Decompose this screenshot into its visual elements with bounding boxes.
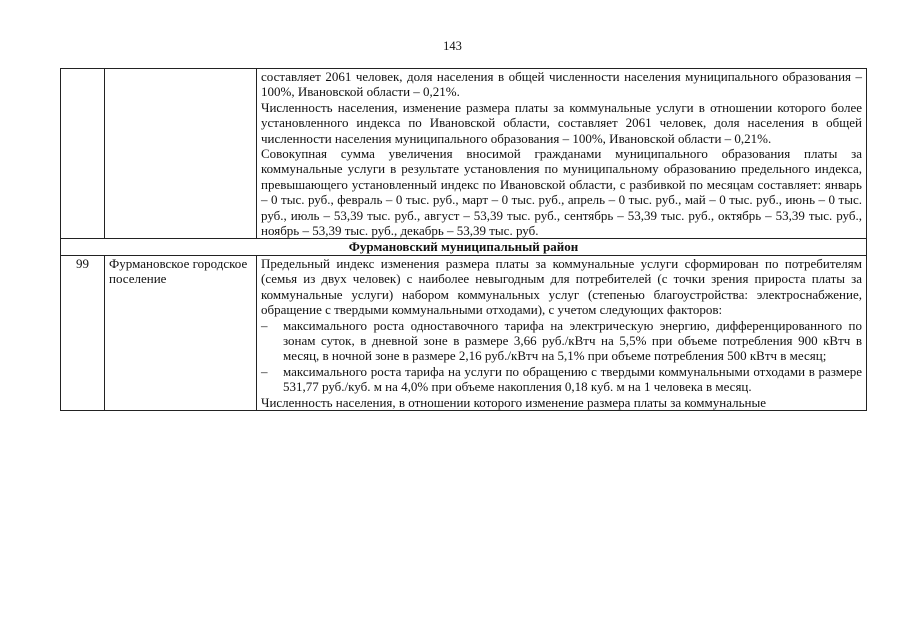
page-number: 143 (443, 39, 462, 53)
municipal-index-table (60, 68, 867, 411)
paragraph-index-intro: Предельный индекс изменения размера платы за коммунальные услуги сформирован по потребителям (семья из двух человек) с наиболее невыгодным для потребителей (с точки зрения прироста платы за коммунальные услуги) набором коммунальных услуг (степенью благоустройства: электроснабжение, обращение с твердыми коммунальными отходами), с учетом следующих факторов: (261, 255, 862, 318)
list-item-electricity-tariff (261, 318, 862, 364)
table-row-continuation (61, 69, 867, 239)
section-header-row (61, 239, 867, 255)
description-cell (257, 255, 867, 410)
list-dash: – (261, 363, 268, 379)
description-cell (257, 69, 867, 239)
list-item-waste-tariff (261, 364, 862, 395)
paragraph-population-above-index: Численность населения, изменение размера платы за коммунальные услуги в отношении которого более установленного индекса по Ивановской области, составляет 2061 человек, доля населения в общей численности населения муниципального образования – 100%, Ивановской области – 0,21%. (261, 99, 862, 146)
list-item-text: максимального роста одноставочного тарифа на электрическую энергию, дифференцированного по зонам суток, в дневной зоне в размере 3,66 руб./кВтч на 5,5% при объеме потребления 900 кВтч в месяц, в ночной зоне в размере 2,16 руб./кВтч на 5,1% при объеме потребления 500 кВтч в месяц; (283, 317, 862, 364)
paragraph-population-tail: Численность населения, в отношении которого изменение размера платы за коммунальные (261, 394, 766, 410)
paragraph-monthly-payment-increase: Совокупная сумма увеличения вносимой гражданами муниципального образования платы за коммунальные услуги в результате установления по муниципальному образованию предельного индекса, превышающего установленный индекс по Ивановской области, с разбивкой по месяцам составляет: январь – 0 тыс. руб., февраль – 0 тыс. руб., март – 0 тыс. руб., апрель – 0 тыс. руб., май – 0 тыс. руб., июнь – 0 тыс. руб., июль – 53,39 тыс. руб., август – 53,39 тыс. руб., сентябрь – 53,39 тыс. руб., октябрь – 53,39 тыс. руб., ноябрь – 53,39 тыс. руб., декабрь – 53,39 тыс. руб. (261, 146, 862, 239)
row-number-cell: 99 (61, 255, 105, 410)
municipality-name-cell: Фурмановское городское поселение (105, 255, 257, 410)
list-dash: – (261, 317, 268, 333)
municipality-name-cell (105, 69, 257, 239)
section-header-title: Фурмановский муниципальный район (61, 239, 867, 255)
table-row-99 (61, 255, 867, 410)
paragraph-population-share: составляет 2061 человек, доля населения в общей численности населения муниципального образования – 100%, Ивановской области – 0,21%. (261, 69, 862, 100)
row-number-cell (61, 69, 105, 239)
list-item-text: максимального роста тарифа на услуги по обращению с твердыми коммунальными отходами в размере 531,77 руб./куб. м на 4,0% при объеме накопления 0,18 куб. м на 1 человека в месяц. (283, 363, 862, 395)
